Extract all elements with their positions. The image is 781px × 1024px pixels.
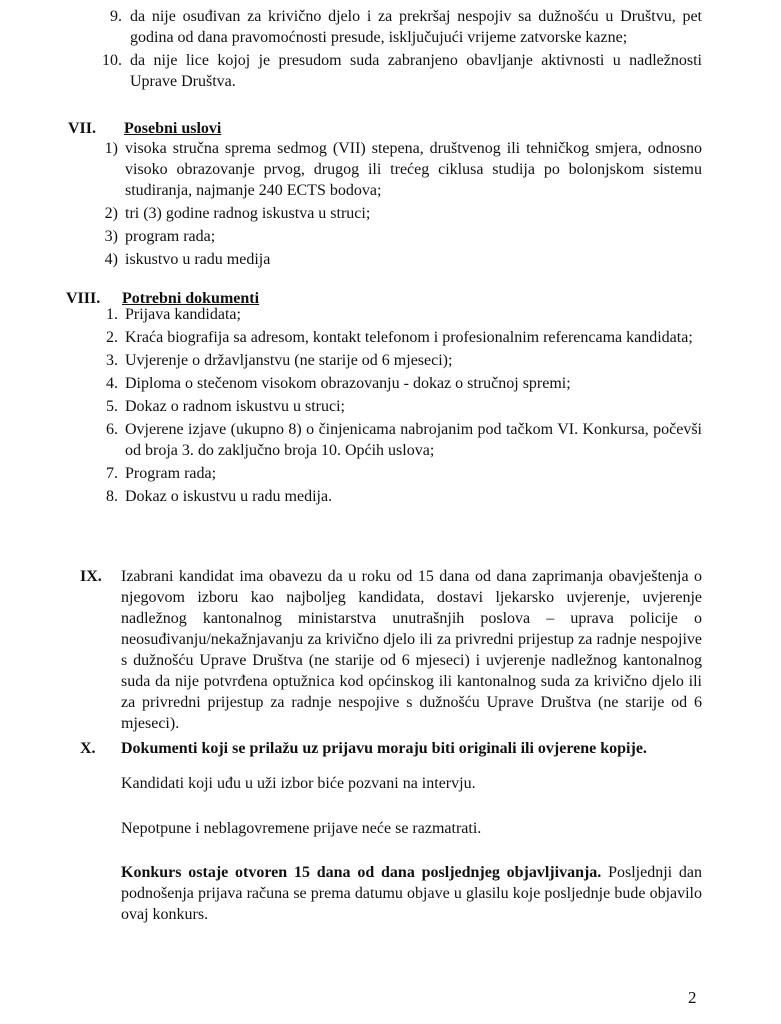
section-x-bold-text: Dokumenti koji se prilažu uz prijavu moraju biti originali ili ovjerene kopije.	[121, 740, 647, 757]
item-number: 2.	[106, 329, 118, 346]
list-item	[84, 249, 702, 270]
list-item	[84, 373, 702, 394]
item-text: iskustvo u radu medija	[125, 251, 271, 268]
closing-bold-text: Konkurs ostaje otvoren 15 dana od dana posljednjeg objavljivanja.	[121, 864, 602, 881]
list-item	[84, 138, 702, 201]
list-item	[84, 203, 702, 224]
closing-paragraph	[121, 862, 702, 925]
list-item	[84, 419, 702, 461]
item-text: Kraća biografija sa adresom, kontakt telefonom i profesionalnim referencama kandidata;	[125, 329, 693, 346]
page-number: 2	[688, 988, 697, 1007]
item-number: 7.	[106, 465, 118, 482]
item-number: 1)	[104, 140, 118, 157]
special-conditions-list	[84, 138, 702, 270]
list-item	[80, 6, 702, 48]
item-number: 6.	[106, 421, 118, 438]
item-text: Uvjerenje o državljanstvu (ne starije od 6 mjeseci);	[125, 352, 453, 369]
item-number: 5.	[106, 398, 118, 415]
list-item	[84, 226, 702, 247]
item-text: program rada;	[125, 228, 216, 245]
item-text: da nije lice kojoj je presudom suda zabranjeno obavljanje aktivnosti u nadležnosti Uprave Društva.	[130, 52, 702, 90]
item-text: da nije osuđivan za krivično djelo i za prekršaj nespojiv sa dužnošću u Društvu, pet godina od dana pravomoćnosti presude, isključujući vrijeme zatvorske kazne;	[130, 8, 702, 46]
section-number: X.	[80, 740, 96, 757]
item-text: Dokaz o radnom iskustvu u struci;	[125, 398, 345, 415]
section-title: Posebni uslovi	[124, 120, 222, 137]
section-ix-paragraph	[121, 566, 702, 734]
list-item	[84, 463, 702, 484]
required-documents-list	[84, 304, 702, 507]
item-text: Program rada;	[125, 465, 217, 482]
item-text: Dokaz o iskustvu u radu medija.	[125, 488, 333, 505]
interview-text: Kandidati koji uđu u uži izbor biće pozvani na intervju.	[121, 775, 476, 792]
item-number: 4.	[106, 375, 118, 392]
section-number: VII.	[68, 120, 97, 137]
list-item	[80, 50, 702, 92]
item-number: 9.	[110, 8, 122, 25]
list-item	[84, 486, 702, 507]
section-number: VIII.	[66, 290, 101, 307]
item-number: 3.	[106, 352, 118, 369]
list-item	[84, 304, 702, 325]
item-number: 1.	[106, 306, 118, 323]
item-text: tri (3) godine radnog iskustva u struci;	[125, 205, 371, 222]
section-heading	[68, 118, 221, 139]
list-item	[84, 396, 702, 417]
section-number: IX.	[80, 568, 102, 585]
item-text: Ovjerene izjave (ukupno 8) o činjenicama nabrojanim pod tačkom VI. Konkursa, počevši od broja 3. do zaključno broja 10. Općih uslova;	[125, 421, 702, 459]
interview-paragraph	[121, 773, 702, 794]
item-number: 10.	[102, 52, 122, 69]
item-number: 2)	[104, 205, 118, 222]
incomplete-applications-paragraph	[121, 818, 702, 839]
section-x-statement	[121, 738, 702, 759]
closing-text: Posljednji dan podnošenja prijava računa se prema datumu objave u glasilu koje posljednje bude objavilo ovaj konkurs.	[121, 864, 703, 923]
item-text: visoka stručna sprema sedmog (VII) stepena, društvenog ili tehničkog smjera, odnosno visoko obrazovanje prvog, drugog ili trećeg ciklusa studija po bolonjskom sistemu studiranja, najmanje 240 ECTS bodova;	[125, 140, 702, 199]
section-ix-text: Izabrani kandidat ima obavezu da u roku od 15 dana od dana zaprimanja obavještenja o njegovom izboru kao najboljeg kandidata, dostavi ljekarsko uvjerenje, uvjerenje nadležnog kantonalnog ministarstva unutrašnjih poslova – uprava policije o neosuđivanju/nekažnjavanju za krivično djelo ili za privredni prijestup za radnje nespojive s dužnošću Uprave Društva (ne starije od 6 mjeseci) i uvjerenje nadležnog kantonalnog suda da nije potvrđena optužnica kod općinskog ili kantonalnog suda za krivično djelo ili za privredni prijestup za radnje nespojive s dužnošću Uprave Društva (ne starije od 6 mjeseci).	[121, 568, 702, 732]
item-text: Diploma o stečenom visokom obrazovanju - dokaz o stručnoj spremi;	[125, 375, 571, 392]
item-number: 4)	[104, 251, 118, 268]
list-item	[84, 350, 702, 371]
incomplete-text: Nepotpune i neblagovremene prijave neće se razmatrati.	[121, 820, 482, 837]
item-number: 8.	[106, 488, 118, 505]
item-text: Prijava kandidata;	[125, 306, 241, 323]
section-title: Potrebni dokumenti	[122, 290, 260, 307]
item-number: 3)	[104, 228, 118, 245]
list-item	[84, 327, 702, 348]
